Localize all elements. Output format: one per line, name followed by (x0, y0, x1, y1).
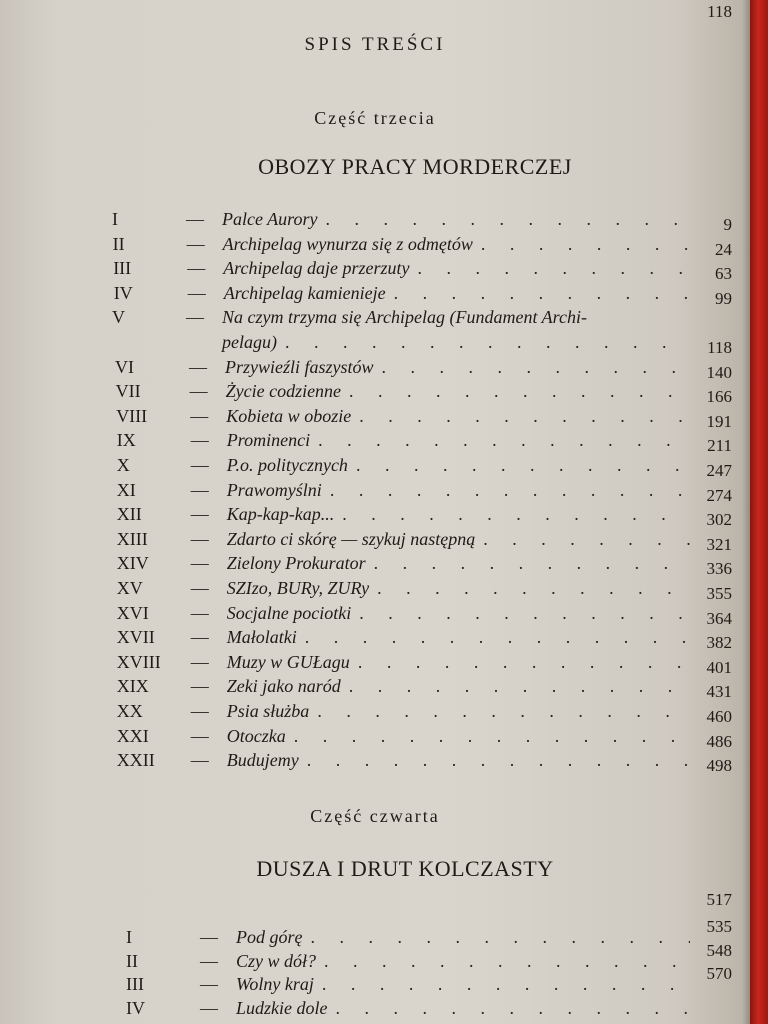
chapter-title: Zeki jako naród (226, 676, 341, 696)
dash: — (190, 553, 209, 573)
chapter-number: II (126, 951, 138, 971)
leader-dots (350, 650, 690, 674)
toc-entry (117, 527, 690, 551)
dash: — (190, 578, 209, 598)
chapter-number: XIII (116, 529, 148, 549)
page-number: 431 (706, 682, 732, 701)
dash: — (190, 504, 209, 524)
leader-dots (314, 972, 690, 996)
leader-dots (410, 256, 690, 280)
page-number: 302 (706, 510, 732, 529)
chapter-title: Przywieźli faszystów (225, 357, 374, 377)
leader-dots (310, 428, 690, 452)
toc-entry (116, 379, 690, 403)
leader-dots (286, 724, 690, 748)
toc-entry (112, 207, 690, 231)
leader-dots (277, 330, 690, 354)
chapter-number: V (112, 307, 125, 327)
toc-entry (117, 724, 690, 748)
dash: — (190, 430, 209, 450)
leader-dots (297, 625, 690, 649)
chapter-title: P.o. politycznych (226, 455, 348, 475)
chapter-number: VIII (116, 406, 148, 426)
dash: — (200, 927, 218, 947)
toc-entry (115, 355, 690, 379)
page-number: 401 (706, 658, 732, 677)
leader-dots (322, 478, 690, 502)
page-number: 118 (707, 338, 732, 357)
page-number: 24 (715, 240, 732, 259)
leader-dots (374, 355, 690, 379)
chapter-title: Archipelag kamienieje (223, 283, 386, 303)
chapter-number: IV (126, 998, 145, 1018)
page-number: 118 (707, 2, 732, 21)
page-number: 274 (706, 486, 732, 505)
chapter-title: Zdarto ci skórę — szykuj następną (226, 529, 476, 549)
leader-dots (299, 748, 690, 772)
leader-dots (309, 699, 690, 723)
page-number: 570 (706, 964, 732, 983)
page-number: 535 (706, 917, 732, 936)
leader-dots (348, 453, 690, 477)
chapter-title: Archipelag wynurza się z odmętów (222, 234, 473, 254)
dash: — (190, 750, 209, 770)
chapter-title: Archipelag daje przerzuty (223, 258, 410, 278)
page-number: 140 (706, 363, 732, 382)
leader-dots (351, 404, 690, 428)
toc-entry (126, 996, 690, 1020)
page-number: 191 (706, 412, 732, 431)
chapter-number: X (116, 455, 130, 475)
toc-entry (117, 453, 690, 477)
part4-title: DUSZA I DRUT KOLCZASTY (256, 856, 554, 881)
dash: — (200, 951, 218, 971)
chapter-number: IV (113, 283, 133, 303)
chapter-number: XI (116, 480, 136, 500)
dash: — (190, 676, 209, 696)
toc-entry (117, 502, 690, 526)
chapter-number: VI (115, 357, 134, 377)
dash: — (187, 283, 206, 303)
chapter-number: II (112, 234, 125, 254)
chapter-title: Prawomyślni (226, 480, 322, 500)
page-number: 498 (706, 756, 732, 775)
dash: — (190, 529, 209, 549)
dash: — (190, 701, 209, 721)
chapter-number: XVIII (116, 652, 161, 672)
toc-heading: SPIS TREŚCI (304, 34, 446, 55)
leader-dots (328, 996, 691, 1020)
chapter-title: Ludzkie dole (236, 998, 328, 1018)
chapter-title: Małolatki (226, 627, 297, 647)
dash: — (190, 652, 209, 672)
dash: — (189, 357, 207, 377)
page-number: 99 (715, 289, 732, 308)
toc-entry (117, 699, 690, 723)
chapter-title: Budujemy (226, 750, 299, 770)
chapter-title: Socjalne pociotki (226, 603, 352, 623)
toc-entry (117, 576, 690, 600)
toc-entry (117, 601, 690, 625)
chapter-number: XXI (116, 726, 149, 746)
page-number: 364 (706, 609, 732, 628)
leader-dots (316, 949, 690, 973)
dash: — (200, 998, 218, 1018)
leader-dots (351, 601, 690, 625)
toc-entry (116, 404, 690, 428)
chapter-number: XIV (116, 553, 149, 573)
page-number: 460 (706, 707, 732, 726)
page-number: 355 (706, 584, 732, 603)
part3-label: Część trzecia (314, 108, 436, 128)
chapter-title: Na czym trzyma się Archipelag (Fundament Archi- (222, 307, 587, 327)
chapter-title: Prominenci (226, 430, 311, 450)
leader-dots (366, 551, 690, 575)
page-number: 9 (723, 215, 732, 234)
chapter-number: I (126, 927, 132, 947)
chapter-title: Pod górę (236, 927, 303, 947)
toc-entry (117, 625, 690, 649)
chapter-title: Psia służba (226, 701, 310, 721)
dash: — (190, 455, 209, 475)
book-cover-edge (750, 0, 768, 1024)
toc-entry (126, 972, 690, 996)
chapter-number: I (112, 209, 118, 229)
page-number: 548 (706, 941, 732, 960)
leader-dots (317, 207, 690, 231)
dash: — (200, 974, 218, 994)
toc-entry (113, 256, 690, 280)
toc-entry (117, 674, 690, 698)
leader-dots (386, 281, 690, 305)
toc-entry (117, 478, 690, 502)
dash: — (187, 258, 206, 278)
chapter-number: XVII (116, 627, 155, 647)
dash: — (186, 307, 204, 327)
chapter-title: Wolny kraj (236, 974, 314, 994)
page-number: 382 (706, 633, 732, 652)
dash: — (186, 209, 204, 229)
page-shadow (742, 0, 750, 1024)
dash: — (190, 480, 209, 500)
chapter-title: Zielony Prokurator (226, 553, 366, 573)
page-number: 247 (706, 461, 732, 480)
dash: — (190, 627, 209, 647)
chapter-number: XIX (116, 676, 149, 696)
toc-entry (117, 428, 690, 452)
chapter-number: VII (115, 381, 141, 401)
chapter-title: Kap-kap-kap... (226, 504, 335, 524)
dash: — (190, 603, 209, 623)
chapter-number: XV (116, 578, 143, 598)
toc-entry (117, 748, 690, 772)
leader-dots (334, 502, 690, 526)
part3-title: OBOZY PRACY MORDERCZEJ (258, 154, 572, 179)
chapter-title: Życie codzienne (225, 381, 342, 401)
toc-entry-continuation (222, 330, 690, 354)
chapter-title: Czy w dół? (236, 951, 317, 971)
part4-label: Część czwarta (310, 806, 440, 826)
toc-entry (112, 305, 690, 329)
leader-dots (475, 527, 690, 551)
chapter-title: Muzy w GUŁagu (226, 652, 350, 672)
page-number: 166 (706, 387, 732, 406)
chapter-number: XX (116, 701, 143, 721)
toc-entry (113, 232, 690, 256)
toc-entry (117, 650, 690, 674)
chapter-number: III (113, 258, 132, 278)
dash: — (190, 406, 209, 426)
chapter-title-continuation: pelagu) (222, 332, 277, 352)
dash: — (189, 381, 208, 401)
leader-dots (341, 379, 690, 403)
toc-entry (126, 925, 690, 949)
toc-entry (114, 281, 690, 305)
page-number: 321 (706, 535, 732, 554)
chapter-title: Kobieta w obozie (226, 406, 352, 426)
chapter-number: IX (116, 430, 136, 450)
dash: — (186, 234, 205, 254)
part4-page-number: 517 (706, 890, 732, 909)
dash: — (190, 726, 209, 746)
chapter-number: XVI (116, 603, 149, 623)
page-number: 211 (707, 436, 732, 455)
chapter-title: Otoczka (226, 726, 286, 746)
page-number: 336 (706, 559, 732, 578)
leader-dots (369, 576, 690, 600)
leader-dots (341, 674, 690, 698)
chapter-number: XXII (116, 750, 155, 770)
toc-entry (117, 551, 690, 575)
page-number: 486 (706, 732, 732, 751)
leader-dots (303, 925, 691, 949)
chapter-title: SZIzo, BURy, ZURy (226, 578, 370, 598)
chapter-title: Palce Aurory (222, 209, 318, 229)
leader-dots (473, 232, 690, 256)
chapter-number: XII (116, 504, 142, 524)
page-number: 63 (715, 264, 732, 283)
toc-entry (126, 949, 690, 973)
chapter-number: III (126, 974, 144, 994)
